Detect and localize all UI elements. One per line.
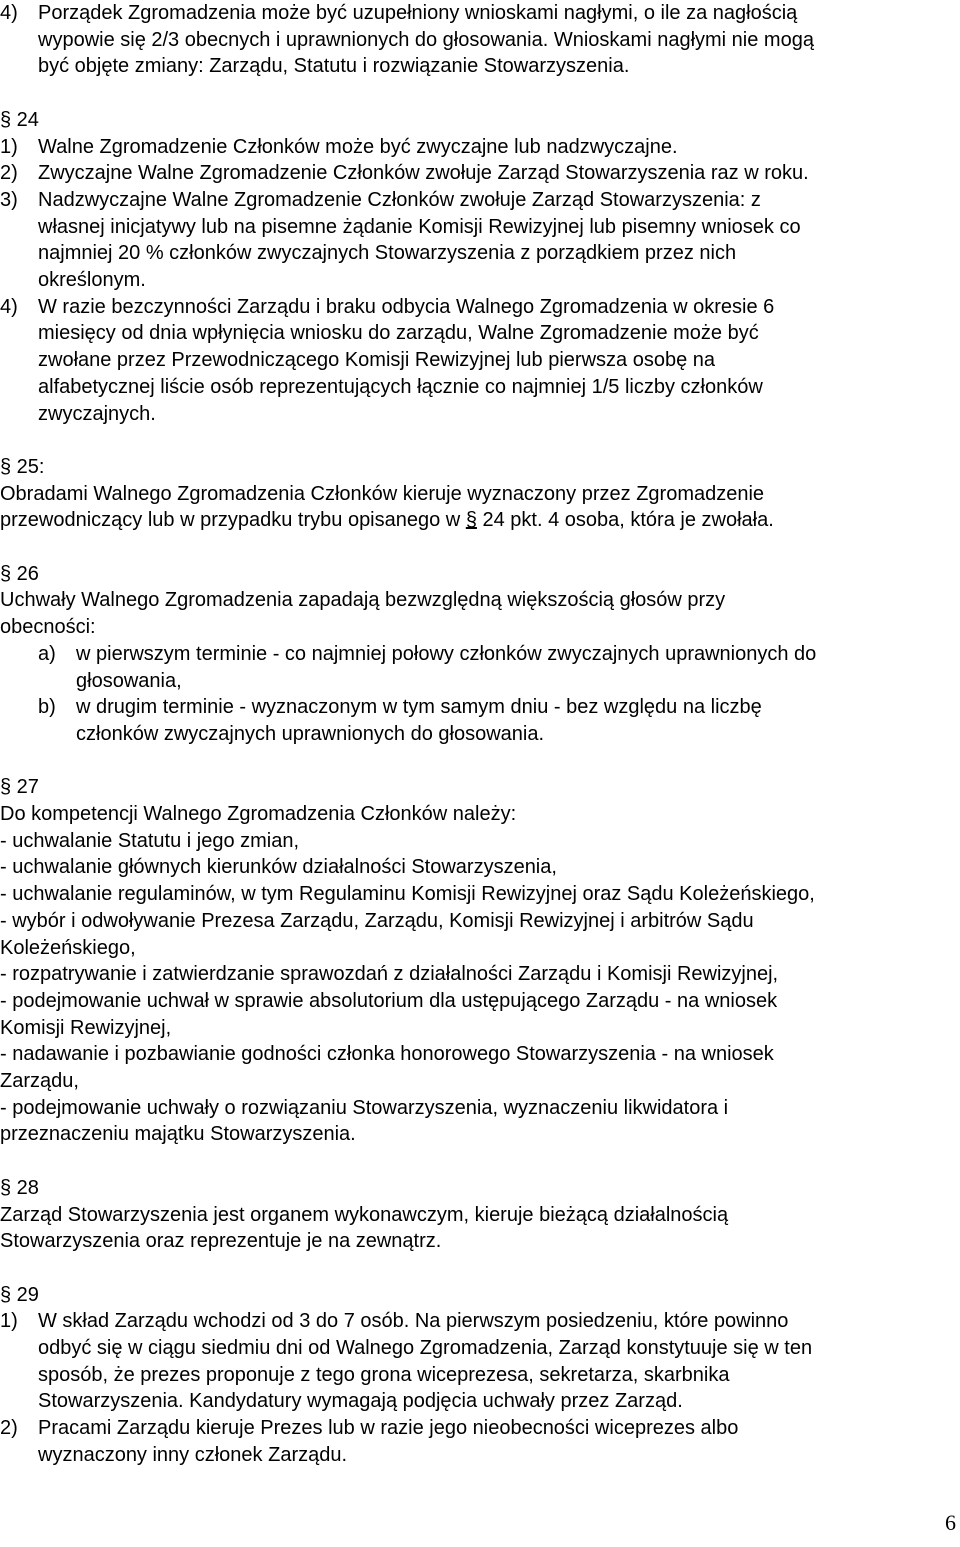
list-item: Zarządu, (0, 1070, 79, 1093)
text-line: miesięcy od dnia wpłynięcia wniosku do zarządu, Walne Zgromadzenie może być (38, 322, 759, 345)
text-line: obecności: (0, 616, 96, 639)
section-heading-27: § 27 (0, 776, 39, 799)
list-item: - wybór i odwoływanie Prezesa Zarządu, Zarządu, Komisji Rewizyjnej i arbitrów Sądu (0, 909, 754, 932)
point-number: 3) (0, 188, 18, 211)
text-line: członków zwyczajnych uprawnionych do głosowania. (76, 722, 545, 745)
text-line: Do kompetencji Walnego Zgromadzenia Członków należy: (0, 803, 517, 826)
list-item: - podejmowanie uchwały o rozwiązaniu Stowarzyszenia, wyznaczeniu likwidatora i (0, 1096, 729, 1119)
point-number: 2) (0, 1417, 18, 1440)
section-heading-26: § 26 (0, 562, 39, 585)
text-line: zwołane przez Przewodniczącego Komisji Rewizyjnej lub pierwsza osobę na (38, 349, 715, 372)
text-line: Pracami Zarządu kieruje Prezes lub w razie jego nieobecności wiceprezes albo (38, 1417, 739, 1440)
s24-point-2 (0, 160, 960, 187)
list-item: - podejmowanie uchwał w sprawie absolutorium dla ustępującego Zarządu - na wniosek (0, 989, 778, 1012)
text-line: Uchwały Walnego Zgromadzenia zapadają bezwzględną większością głosów przy (0, 589, 726, 612)
text-line: wyznaczony inny członek Zarządu. (38, 1443, 348, 1466)
text-line: Walne Zgromadzenie Członków może być zwyczajne lub nadzwyczajne. (38, 135, 678, 158)
text-line: wypowie się 2/3 obecnych i uprawnionych do głosowania. Wnioskami nagłymi nie mogą (38, 28, 814, 51)
text-line: Zarząd Stowarzyszenia jest organem wykonawczym, kieruje bieżącą działalnością (0, 1203, 729, 1226)
list-item: - nadawanie i pozbawianie godności członka honorowego Stowarzyszenia - na wniosek (0, 1043, 774, 1066)
point-number: 4) (0, 2, 18, 24)
text-line: własnej inicjatywy lub na pisemne żądanie Komisji Rewizyjnej lub pisemny wniosek co (38, 215, 801, 238)
s29-point-1 (0, 1308, 960, 1415)
text-line: odbyć się w ciągu siedmiu dni od Walnego Zgromadzenia, Zarząd konstytuuje się w ten (38, 1337, 813, 1360)
text-line: głosowania, (76, 669, 182, 692)
text-line: zwyczajnych. (38, 402, 156, 425)
text-line: alfabetycznej liście osób reprezentujących łącznie co najmniej 1/5 liczby członków (38, 375, 763, 398)
item-letter: b) (38, 696, 56, 719)
text-line: Obradami Walnego Zgromadzenia Członków kieruje wyznaczony przez Zgromadzenie (0, 482, 765, 505)
text-line: w drugim terminie - wyznaczonym w tym samym dniu - bez względu na liczbę (76, 696, 762, 719)
s23-point-4 (0, 0, 960, 80)
text-line: Porządek Zgromadzenia może być uzupełniony wnioskami nagłymi, o ile za nagłością (38, 2, 798, 24)
text-line: w pierwszym terminie - co najmniej połowy członków zwyczajnych uprawnionych do (76, 642, 817, 665)
point-number: 1) (0, 135, 18, 158)
list-item: - uchwalanie regulaminów, w tym Regulaminu Komisji Rewizyjnej oraz Sądu Koleżeńskiego, (0, 883, 815, 906)
text-line: określonym. (38, 269, 146, 292)
text-line: W skład Zarządu wchodzi od 3 do 7 osób. Na pierwszym posiedzeniu, które powinno (38, 1310, 789, 1333)
text-line: W razie bezczynności Zarządu i braku odbycia Walnego Zgromadzenia w okresie 6 (38, 295, 775, 318)
text-line: sposób, że prezes proponuje z tego grona wiceprezesa, sekretarza, skarbnika (38, 1363, 730, 1386)
point-number: 4) (0, 295, 18, 318)
text-line: Stowarzyszenia. Kandydatury wymagają podjęcia uchwały przez Zarząd. (38, 1390, 683, 1413)
item-letter: a) (38, 642, 56, 665)
section-heading-28: § 28 (0, 1176, 39, 1199)
section-heading-25: § 25: (0, 455, 45, 478)
section-heading-29: § 29 (0, 1283, 39, 1306)
text-line (0, 507, 960, 534)
text-line: być objęte zmiany: Zarządu, Statutu i rozwiązanie Stowarzyszenia. (38, 55, 630, 78)
list-item: przeznaczeniu majątku Stowarzyszenia. (0, 1123, 356, 1146)
text-line: Nadzwyczajne Walne Zgromadzenie Członków zwołuje Zarząd Stowarzyszenia: z (38, 188, 761, 211)
list-item: - uchwalanie głównych kierunków działalności Stowarzyszenia, (0, 856, 557, 879)
text-line: Zwyczajne Walne Zgromadzenie Członków zwołuje Zarząd Stowarzyszenia raz w roku. (38, 162, 809, 185)
point-number: 1) (0, 1310, 18, 1333)
list-item: Komisji Rewizyjnej, (0, 1016, 172, 1039)
point-number: 2) (0, 162, 18, 185)
s24-point-1 (0, 134, 960, 161)
s26-item-b (0, 694, 960, 747)
section-reference: § (465, 509, 477, 532)
list-item: - rozpatrywanie i zatwierdzanie sprawozdań z działalności Zarządu i Komisji Rewizyjnej, (0, 963, 779, 986)
list-item: - uchwalanie Statutu i jego zmian, (0, 829, 300, 852)
section-heading-24: § 24 (0, 108, 39, 131)
s26-item-a (0, 641, 960, 694)
s24-point-4 (0, 294, 960, 428)
s24-point-3 (0, 187, 960, 294)
list-item: Koleżeńskiego, (0, 936, 136, 959)
text-line: Stowarzyszenia oraz reprezentuje je na zewnątrz. (0, 1230, 442, 1253)
text-fragment: 24 pkt. 4 osoba, która je zwołała. (476, 509, 774, 532)
text-fragment: przewodniczący lub w przypadku trybu opisanego w (0, 509, 466, 532)
s29-point-2 (0, 1415, 960, 1468)
page-number: 6 (945, 1510, 956, 1535)
text-line: najmniej 20 % członków zwyczajnych Stowarzyszenia z porządkiem przez nich (38, 242, 737, 265)
